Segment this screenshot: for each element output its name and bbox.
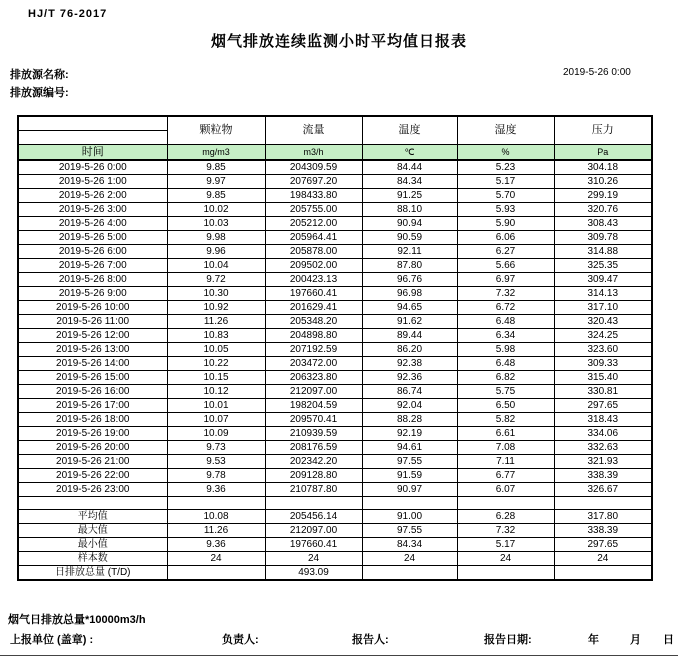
value-cell: 6.27 bbox=[457, 245, 554, 259]
value-cell: 5.17 bbox=[457, 175, 554, 189]
source-name-label: 排放源名称: bbox=[10, 69, 69, 81]
value-cell: 10.07 bbox=[167, 413, 265, 427]
table-row bbox=[18, 399, 652, 413]
value-cell: 86.20 bbox=[362, 343, 457, 357]
value-cell: 309.78 bbox=[554, 231, 652, 245]
value-cell: 24 bbox=[167, 552, 265, 566]
value-cell: 9.97 bbox=[167, 175, 265, 189]
value-cell: 24 bbox=[554, 552, 652, 566]
month-label: 月 bbox=[630, 634, 641, 646]
value-cell: 7.11 bbox=[457, 455, 554, 469]
value-cell: 209502.00 bbox=[265, 259, 362, 273]
value-cell: 310.26 bbox=[554, 175, 652, 189]
value-cell: 5.17 bbox=[457, 538, 554, 552]
row-label-cell: 2019-5-26 12:00 bbox=[18, 329, 167, 343]
value-cell: 208176.59 bbox=[265, 441, 362, 455]
value-cell: 204309.59 bbox=[265, 160, 362, 175]
value-cell: 92.19 bbox=[362, 427, 457, 441]
value-cell: 325.35 bbox=[554, 259, 652, 273]
summary-row bbox=[18, 524, 652, 538]
summary-row bbox=[18, 566, 652, 581]
unit-pressure: Pa bbox=[554, 145, 652, 161]
value-cell: 318.43 bbox=[554, 413, 652, 427]
value-cell: 86.74 bbox=[362, 385, 457, 399]
value-cell: 320.76 bbox=[554, 203, 652, 217]
table-row bbox=[18, 427, 652, 441]
standard-number: HJ/T 76-2017 bbox=[28, 8, 108, 20]
value-cell: 6.82 bbox=[457, 371, 554, 385]
table-row bbox=[18, 371, 652, 385]
value-cell: 84.34 bbox=[362, 538, 457, 552]
value-cell: 207192.59 bbox=[265, 343, 362, 357]
column-header-humidity: 湿度 bbox=[457, 116, 554, 145]
row-label-cell: 2019-5-26 14:00 bbox=[18, 357, 167, 371]
report-unit-label: 上报单位 (盖章) : bbox=[10, 634, 94, 646]
value-cell: 323.60 bbox=[554, 343, 652, 357]
value-cell: 6.61 bbox=[457, 427, 554, 441]
value-cell: 203472.00 bbox=[265, 357, 362, 371]
value-cell: 297.65 bbox=[554, 399, 652, 413]
value-cell: 304.18 bbox=[554, 160, 652, 175]
value-cell: 9.78 bbox=[167, 469, 265, 483]
value-cell: 5.93 bbox=[457, 203, 554, 217]
value-cell: 90.97 bbox=[362, 483, 457, 497]
value-cell: 6.34 bbox=[457, 329, 554, 343]
value-cell: 88.10 bbox=[362, 203, 457, 217]
table-row bbox=[18, 343, 652, 357]
table-row bbox=[18, 385, 652, 399]
value-cell: 88.28 bbox=[362, 413, 457, 427]
value-cell: 96.76 bbox=[362, 273, 457, 287]
value-cell: 314.13 bbox=[554, 287, 652, 301]
table-row bbox=[18, 203, 652, 217]
total-emission-footnote: 烟气日排放总量*10000m3/h bbox=[8, 614, 146, 626]
row-label-cell: 2019-5-26 15:00 bbox=[18, 371, 167, 385]
value-cell: 209128.80 bbox=[265, 469, 362, 483]
row-label-cell: 日排放总量 (T/D) bbox=[18, 566, 167, 581]
value-cell: 92.04 bbox=[362, 399, 457, 413]
value-cell: 6.97 bbox=[457, 273, 554, 287]
table-row bbox=[18, 175, 652, 189]
value-cell: 10.92 bbox=[167, 301, 265, 315]
value-cell: 6.07 bbox=[457, 483, 554, 497]
row-label-cell: 2019-5-26 17:00 bbox=[18, 399, 167, 413]
table-row bbox=[18, 413, 652, 427]
value-cell: 9.36 bbox=[167, 538, 265, 552]
table-row bbox=[18, 469, 652, 483]
value-cell: 97.55 bbox=[362, 455, 457, 469]
report-date-label: 报告日期: bbox=[484, 634, 532, 646]
value-cell: 206323.80 bbox=[265, 371, 362, 385]
row-label-cell: 2019-5-26 22:00 bbox=[18, 469, 167, 483]
value-cell: 202342.20 bbox=[265, 455, 362, 469]
table-row bbox=[18, 189, 652, 203]
value-cell: 324.25 bbox=[554, 329, 652, 343]
row-label-cell: 2019-5-26 21:00 bbox=[18, 455, 167, 469]
value-cell: 11.26 bbox=[167, 524, 265, 538]
summary-row bbox=[18, 552, 652, 566]
column-header-flow: 流量 bbox=[265, 116, 362, 145]
value-cell: 317.10 bbox=[554, 301, 652, 315]
unit-humidity: % bbox=[457, 145, 554, 161]
table-row bbox=[18, 217, 652, 231]
value-cell: 9.72 bbox=[167, 273, 265, 287]
value-cell: 90.59 bbox=[362, 231, 457, 245]
value-cell: 6.72 bbox=[457, 301, 554, 315]
value-cell: 84.34 bbox=[362, 175, 457, 189]
source-id-label: 排放源编号: bbox=[10, 87, 69, 99]
summary-row bbox=[18, 510, 652, 524]
value-cell: 326.67 bbox=[554, 483, 652, 497]
value-cell: 320.43 bbox=[554, 315, 652, 329]
row-label-cell: 2019-5-26 3:00 bbox=[18, 203, 167, 217]
value-cell: 212097.00 bbox=[265, 385, 362, 399]
page-title: 烟气排放连续监测小时平均值日报表 bbox=[210, 33, 467, 50]
value-cell: 6.48 bbox=[457, 315, 554, 329]
table-row bbox=[18, 301, 652, 315]
value-cell bbox=[457, 566, 554, 581]
value-cell: 94.65 bbox=[362, 301, 457, 315]
value-cell: 198433.80 bbox=[265, 189, 362, 203]
value-cell: 5.70 bbox=[457, 189, 554, 203]
value-cell: 7.08 bbox=[457, 441, 554, 455]
value-cell: 6.28 bbox=[457, 510, 554, 524]
value-cell: 10.12 bbox=[167, 385, 265, 399]
value-cell: 201629.41 bbox=[265, 301, 362, 315]
value-cell: 91.00 bbox=[362, 510, 457, 524]
value-cell: 299.19 bbox=[554, 189, 652, 203]
column-header-temperature: 温度 bbox=[362, 116, 457, 145]
value-cell: 5.66 bbox=[457, 259, 554, 273]
value-cell: 338.39 bbox=[554, 524, 652, 538]
value-cell: 92.36 bbox=[362, 371, 457, 385]
row-label-cell: 最小值 bbox=[18, 538, 167, 552]
value-cell: 10.83 bbox=[167, 329, 265, 343]
empty-cell bbox=[362, 497, 457, 510]
value-cell: 308.43 bbox=[554, 217, 652, 231]
value-cell: 9.53 bbox=[167, 455, 265, 469]
row-label-cell: 2019-5-26 10:00 bbox=[18, 301, 167, 315]
table-row bbox=[18, 329, 652, 343]
table-row bbox=[18, 231, 652, 245]
table-row bbox=[18, 245, 652, 259]
value-cell: 5.23 bbox=[457, 160, 554, 175]
value-cell: 6.06 bbox=[457, 231, 554, 245]
signature-line bbox=[0, 631, 678, 647]
value-cell: 7.32 bbox=[457, 287, 554, 301]
value-cell: 334.06 bbox=[554, 427, 652, 441]
empty-cell bbox=[265, 497, 362, 510]
responsible-label: 负责人: bbox=[222, 634, 259, 646]
value-cell: 96.98 bbox=[362, 287, 457, 301]
table-row bbox=[18, 455, 652, 469]
value-cell: 332.63 bbox=[554, 441, 652, 455]
value-cell: 207697.20 bbox=[265, 175, 362, 189]
column-header-particulate: 颗粒物 bbox=[167, 116, 265, 145]
table-row bbox=[18, 315, 652, 329]
table-row bbox=[18, 259, 652, 273]
table-row bbox=[18, 287, 652, 301]
value-cell: 6.77 bbox=[457, 469, 554, 483]
time-header-lower-cell bbox=[18, 130, 167, 144]
time-header: 时间 bbox=[18, 145, 167, 161]
value-cell: 205878.00 bbox=[265, 245, 362, 259]
value-cell: 309.47 bbox=[554, 273, 652, 287]
reporter-label: 报告人: bbox=[352, 634, 389, 646]
row-label-cell: 2019-5-26 8:00 bbox=[18, 273, 167, 287]
value-cell: 10.09 bbox=[167, 427, 265, 441]
value-cell: 205755.00 bbox=[265, 203, 362, 217]
day-label: 日 bbox=[663, 634, 674, 646]
value-cell: 91.59 bbox=[362, 469, 457, 483]
row-label-cell: 2019-5-26 0:00 bbox=[18, 160, 167, 175]
value-cell: 210939.59 bbox=[265, 427, 362, 441]
value-cell: 210787.80 bbox=[265, 483, 362, 497]
value-cell: 5.90 bbox=[457, 217, 554, 231]
value-cell bbox=[362, 566, 457, 581]
row-label-cell: 2019-5-26 5:00 bbox=[18, 231, 167, 245]
value-cell: 205348.20 bbox=[265, 315, 362, 329]
row-label-cell: 2019-5-26 19:00 bbox=[18, 427, 167, 441]
value-cell: 10.22 bbox=[167, 357, 265, 371]
report-datetime: 2019-5-26 0:00 bbox=[563, 67, 631, 78]
row-label-cell: 2019-5-26 7:00 bbox=[18, 259, 167, 273]
empty-cell bbox=[18, 497, 167, 510]
unit-temperature: ℃ bbox=[362, 145, 457, 161]
value-cell: 10.01 bbox=[167, 399, 265, 413]
row-label-cell: 2019-5-26 9:00 bbox=[18, 287, 167, 301]
value-cell: 315.40 bbox=[554, 371, 652, 385]
value-cell: 5.75 bbox=[457, 385, 554, 399]
value-cell: 9.85 bbox=[167, 189, 265, 203]
value-cell: 24 bbox=[457, 552, 554, 566]
row-label-cell: 平均值 bbox=[18, 510, 167, 524]
value-cell: 94.61 bbox=[362, 441, 457, 455]
value-cell: 209570.41 bbox=[265, 413, 362, 427]
value-cell: 97.55 bbox=[362, 524, 457, 538]
value-cell: 9.85 bbox=[167, 160, 265, 175]
value-cell: 9.73 bbox=[167, 441, 265, 455]
table-header-row bbox=[18, 116, 652, 130]
row-label-cell: 2019-5-26 4:00 bbox=[18, 217, 167, 231]
row-label-cell: 最大值 bbox=[18, 524, 167, 538]
value-cell: 24 bbox=[362, 552, 457, 566]
empty-cell bbox=[457, 497, 554, 510]
value-cell: 10.03 bbox=[167, 217, 265, 231]
value-cell: 5.98 bbox=[457, 343, 554, 357]
value-cell: 205456.14 bbox=[265, 510, 362, 524]
value-cell: 200423.13 bbox=[265, 273, 362, 287]
value-cell: 338.39 bbox=[554, 469, 652, 483]
value-cell: 205212.00 bbox=[265, 217, 362, 231]
unit-header-row bbox=[18, 145, 652, 161]
value-cell: 297.65 bbox=[554, 538, 652, 552]
value-cell: 309.33 bbox=[554, 357, 652, 371]
time-header-upper-cell bbox=[18, 116, 167, 130]
value-cell: 10.08 bbox=[167, 510, 265, 524]
empty-cell bbox=[167, 497, 265, 510]
value-cell: 9.98 bbox=[167, 231, 265, 245]
table-row bbox=[18, 160, 652, 175]
value-cell bbox=[167, 566, 265, 581]
value-cell: 10.05 bbox=[167, 343, 265, 357]
value-cell: 92.38 bbox=[362, 357, 457, 371]
spacer-row bbox=[18, 497, 652, 510]
value-cell: 10.04 bbox=[167, 259, 265, 273]
row-label-cell: 2019-5-26 20:00 bbox=[18, 441, 167, 455]
row-label-cell: 2019-5-26 23:00 bbox=[18, 483, 167, 497]
value-cell: 87.80 bbox=[362, 259, 457, 273]
value-cell: 10.15 bbox=[167, 371, 265, 385]
value-cell: 91.25 bbox=[362, 189, 457, 203]
value-cell: 90.94 bbox=[362, 217, 457, 231]
value-cell: 330.81 bbox=[554, 385, 652, 399]
row-label-cell: 2019-5-26 16:00 bbox=[18, 385, 167, 399]
value-cell: 7.32 bbox=[457, 524, 554, 538]
row-label-cell: 2019-5-26 2:00 bbox=[18, 189, 167, 203]
value-cell: 10.02 bbox=[167, 203, 265, 217]
value-cell: 11.26 bbox=[167, 315, 265, 329]
value-cell: 9.36 bbox=[167, 483, 265, 497]
value-cell: 91.62 bbox=[362, 315, 457, 329]
row-label-cell: 2019-5-26 6:00 bbox=[18, 245, 167, 259]
unit-flow: m3/h bbox=[265, 145, 362, 161]
value-cell: 10.30 bbox=[167, 287, 265, 301]
value-cell: 321.93 bbox=[554, 455, 652, 469]
row-label-cell: 样本数 bbox=[18, 552, 167, 566]
table-row bbox=[18, 273, 652, 287]
table-row bbox=[18, 441, 652, 455]
row-label-cell: 2019-5-26 18:00 bbox=[18, 413, 167, 427]
value-cell: 197660.41 bbox=[265, 538, 362, 552]
value-cell: 89.44 bbox=[362, 329, 457, 343]
value-cell: 204898.80 bbox=[265, 329, 362, 343]
value-cell bbox=[554, 566, 652, 581]
empty-cell bbox=[554, 497, 652, 510]
summary-row bbox=[18, 538, 652, 552]
value-cell: 205964.41 bbox=[265, 231, 362, 245]
value-cell: 198204.59 bbox=[265, 399, 362, 413]
year-label: 年 bbox=[588, 634, 599, 646]
value-cell: 317.80 bbox=[554, 510, 652, 524]
value-cell: 9.96 bbox=[167, 245, 265, 259]
value-cell: 6.50 bbox=[457, 399, 554, 413]
value-cell: 314.88 bbox=[554, 245, 652, 259]
value-cell: 197660.41 bbox=[265, 287, 362, 301]
value-cell: 6.48 bbox=[457, 357, 554, 371]
value-cell: 24 bbox=[265, 552, 362, 566]
value-cell: 84.44 bbox=[362, 160, 457, 175]
row-label-cell: 2019-5-26 13:00 bbox=[18, 343, 167, 357]
value-cell: 92.11 bbox=[362, 245, 457, 259]
column-header-pressure: 压力 bbox=[554, 116, 652, 145]
table-row bbox=[18, 357, 652, 371]
row-label-cell: 2019-5-26 1:00 bbox=[18, 175, 167, 189]
bottom-rule bbox=[0, 655, 678, 656]
value-cell: 493.09 bbox=[265, 566, 362, 581]
table-row bbox=[18, 483, 652, 497]
unit-particulate: mg/m3 bbox=[167, 145, 265, 161]
value-cell: 5.82 bbox=[457, 413, 554, 427]
value-cell: 212097.00 bbox=[265, 524, 362, 538]
row-label-cell: 2019-5-26 11:00 bbox=[18, 315, 167, 329]
hourly-average-table bbox=[17, 115, 653, 581]
